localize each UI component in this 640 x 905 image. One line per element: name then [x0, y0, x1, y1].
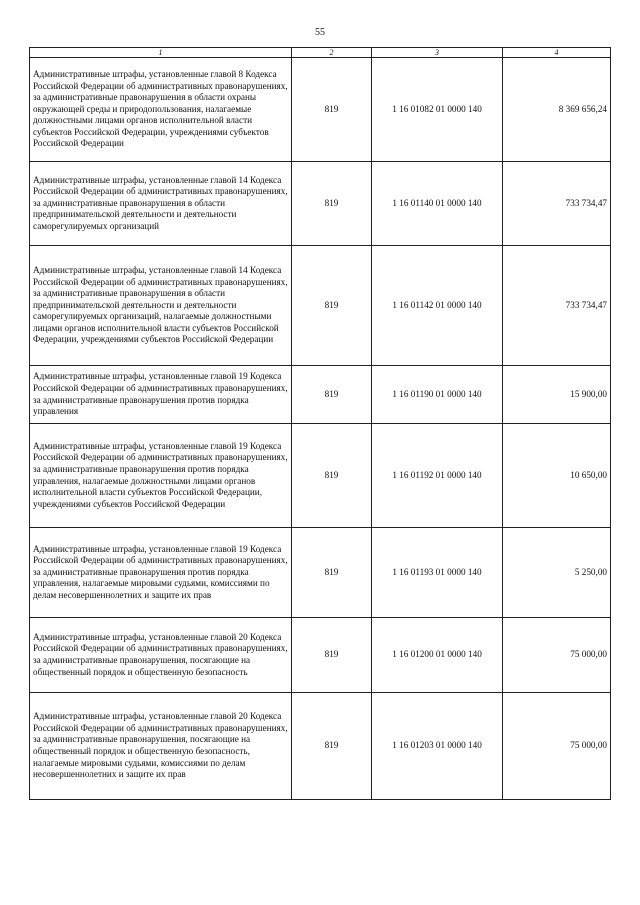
- row-description: Административные штрафы, установленные главой 14 Кодекса Российской Федерации об административных правонарушениях, за административные правонарушения в области предпринимательской деятельности и деятельности саморегулируемых организаций: [30, 162, 292, 246]
- row-admin-code: 819: [292, 58, 372, 162]
- row-amount: 8 369 656,24: [503, 58, 611, 162]
- table-row: [30, 246, 611, 366]
- row-description: Административные штрафы, установленные главой 8 Кодекса Российской Федерации об административных правонарушениях, за административные правонарушения в области охраны окружающей среды и природопользования, налагаемые должностными лицами органов исполнительной власти субъектов Российской Федерации, учреждениями субъектов Российской Федерации: [30, 58, 292, 162]
- row-admin-code: 819: [292, 618, 372, 693]
- table-header-row: [30, 48, 611, 58]
- row-admin-code: 819: [292, 246, 372, 366]
- page-number: 55: [315, 27, 325, 38]
- table-row: [30, 366, 611, 424]
- row-amount: 15 900,00: [503, 366, 611, 424]
- row-description: Административные штрафы, установленные главой 19 Кодекса Российской Федерации об административных правонарушениях, за административные правонарушения против порядка управления: [30, 366, 292, 424]
- column-number-4: 4: [503, 48, 611, 58]
- row-kbk-code: 1 16 01190 01 0000 140: [372, 366, 503, 424]
- table-row: [30, 693, 611, 800]
- row-kbk-code: 1 16 01082 01 0000 140: [372, 58, 503, 162]
- row-admin-code: 819: [292, 693, 372, 800]
- row-description: Административные штрафы, установленные главой 19 Кодекса Российской Федерации об административных правонарушениях, за административные правонарушения против порядка управления, налагаемые мировыми судьями, комиссиями по делам несовершеннолетних и защите их прав: [30, 528, 292, 618]
- row-kbk-code: 1 16 01142 01 0000 140: [372, 246, 503, 366]
- column-number-1: 1: [30, 48, 292, 58]
- row-description: Административные штрафы, установленные главой 20 Кодекса Российской Федерации об административных правонарушениях, за административные правонарушения, посягающие на общественный порядок и общественную безопасность: [30, 618, 292, 693]
- row-amount: 75 000,00: [503, 618, 611, 693]
- row-kbk-code: 1 16 01200 01 0000 140: [372, 618, 503, 693]
- row-admin-code: 819: [292, 162, 372, 246]
- row-amount: 10 650,00: [503, 424, 611, 528]
- row-description: Административные штрафы, установленные главой 14 Кодекса Российской Федерации об административных правонарушениях, за административные правонарушения в области предпринимательской деятельности и деятельности саморегулируемых организаций, налагаемые должностными лицами органов исполнительной власти субъектов Российской Федерации, учреждениями субъектов Российской Федерации: [30, 246, 292, 366]
- row-admin-code: 819: [292, 424, 372, 528]
- row-amount: 733 734,47: [503, 162, 611, 246]
- row-description: Административные штрафы, установленные главой 20 Кодекса Российской Федерации об административных правонарушениях, за административные правонарушения, посягающие на общественный порядок и общественную безопасность, налагаемые мировыми судьями, комиссиями по делам несовершеннолетних и защите их прав: [30, 693, 292, 800]
- table-row: [30, 424, 611, 528]
- row-description: Административные штрафы, установленные главой 19 Кодекса Российской Федерации об административных правонарушениях, за административные правонарушения против порядка управления, налагаемые должностными лицами органов исполнительной власти субъектов Российской Федерации, учреждениями субъектов Российской Федерации: [30, 424, 292, 528]
- table-row: [30, 618, 611, 693]
- row-admin-code: 819: [292, 528, 372, 618]
- row-kbk-code: 1 16 01140 01 0000 140: [372, 162, 503, 246]
- revenue-table: [29, 47, 611, 800]
- row-kbk-code: 1 16 01192 01 0000 140: [372, 424, 503, 528]
- row-amount: 75 000,00: [503, 693, 611, 800]
- column-number-2: 2: [292, 48, 372, 58]
- column-number-3: 3: [372, 48, 503, 58]
- row-kbk-code: 1 16 01193 01 0000 140: [372, 528, 503, 618]
- row-amount: 733 734,47: [503, 246, 611, 366]
- table-row: [30, 58, 611, 162]
- table-row: [30, 528, 611, 618]
- table-row: [30, 162, 611, 246]
- row-amount: 5 250,00: [503, 528, 611, 618]
- row-kbk-code: 1 16 01203 01 0000 140: [372, 693, 503, 800]
- row-admin-code: 819: [292, 366, 372, 424]
